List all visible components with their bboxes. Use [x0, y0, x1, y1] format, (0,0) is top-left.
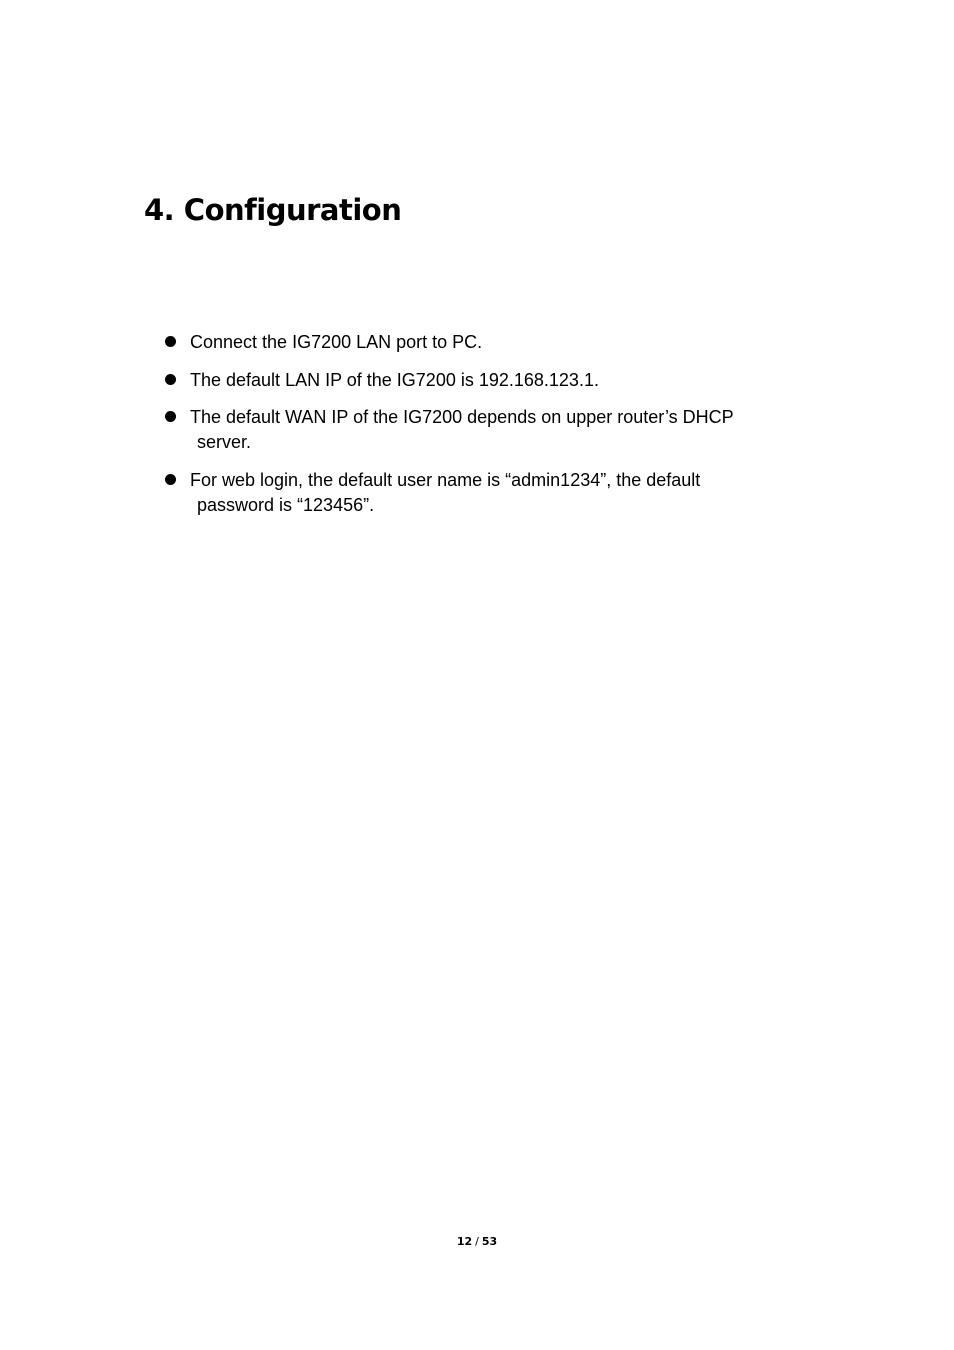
- page-total: 53: [481, 1235, 498, 1248]
- page-footer: [0, 1234, 954, 1250]
- bullet-dot-icon: [165, 474, 176, 485]
- bullet-text: The default WAN IP of the IG7200 depends on upper router’s DHCP: [190, 407, 734, 427]
- bullet-text: For web login, the default user name is “admin1234”, the default: [190, 470, 701, 490]
- section-heading: 4. Configuration: [144, 193, 402, 227]
- bullet-text: The default LAN IP of the IG7200 is 192.168.123.1.: [190, 370, 599, 390]
- page-number: 12: [456, 1235, 473, 1248]
- bullet-dot-icon: [165, 411, 176, 422]
- bullet-dot-icon: [165, 374, 176, 385]
- bullet-text-continuation: password is “123456”.: [197, 495, 375, 515]
- page-separator: /: [475, 1235, 479, 1248]
- bullet-text: Connect the IG7200 LAN port to PC.: [190, 332, 483, 352]
- bullet-text-continuation: server.: [197, 432, 252, 452]
- bullet-dot-icon: [165, 336, 176, 347]
